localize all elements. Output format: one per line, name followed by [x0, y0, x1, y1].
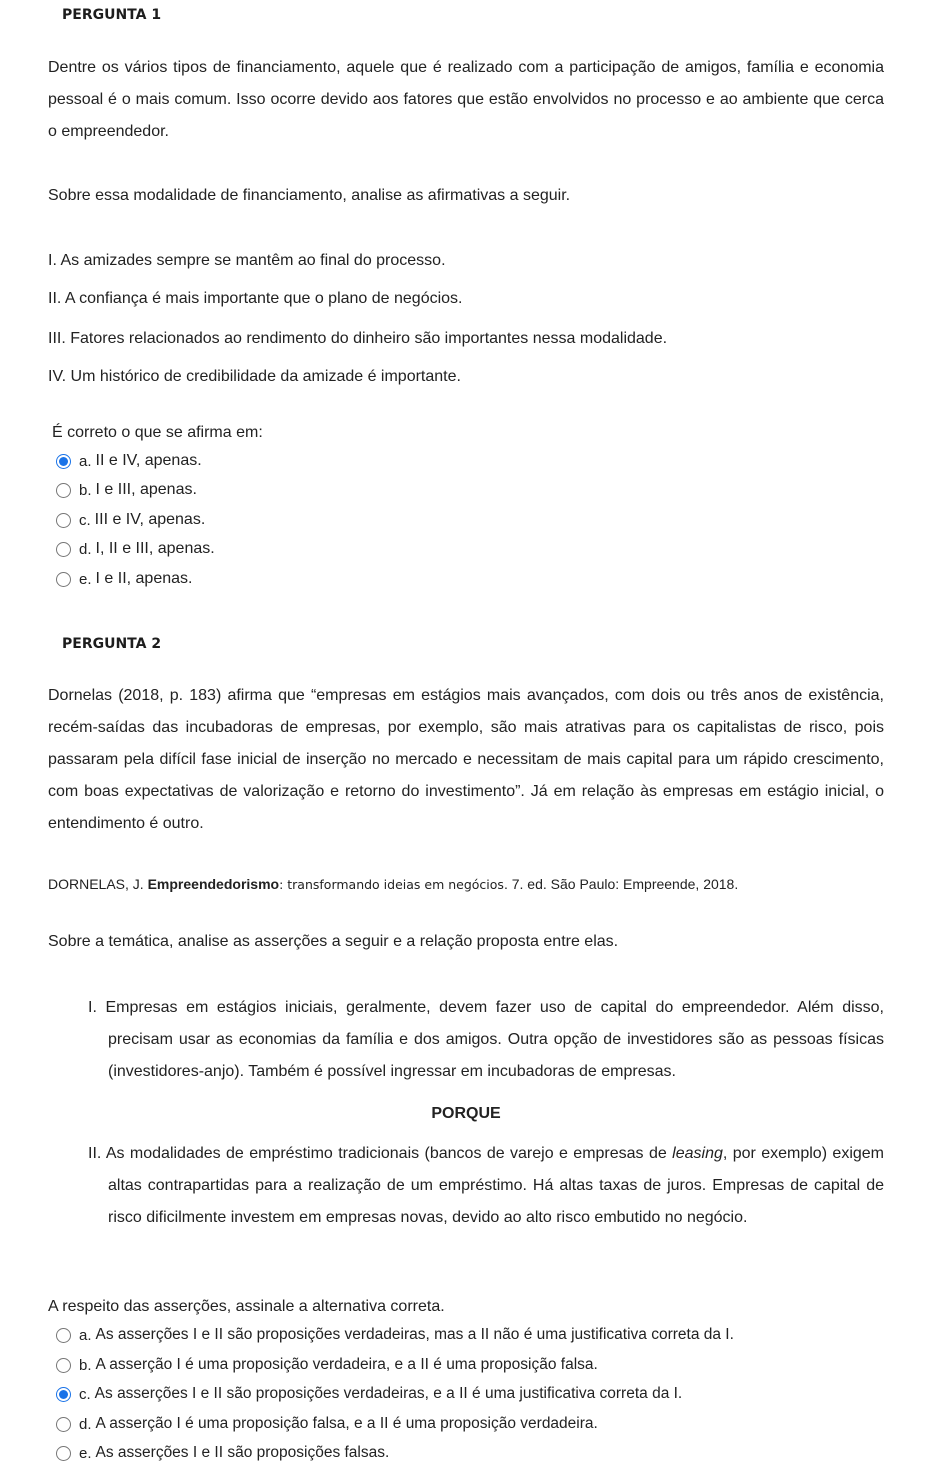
option-text: A asserção I é uma proposição falsa, e a II é uma proposição verdadeira.	[95, 1415, 598, 1432]
question-1-option-c[interactable]	[56, 511, 205, 529]
option-text: II e IV, apenas.	[95, 452, 202, 469]
question-1-statement-4: IV. Um histórico de credibilidade da amizade é importante.	[48, 368, 461, 385]
question-1-option-d[interactable]	[56, 540, 215, 558]
question-2-option-e-radio[interactable]	[56, 1446, 71, 1461]
assertion-2-text-before: II. As modalidades de empréstimo tradicionais (bancos de varejo e empresas de	[88, 1145, 673, 1162]
option-letter: e.	[79, 570, 92, 588]
option-letter: b.	[79, 481, 92, 499]
question-2-option-a[interactable]	[56, 1326, 734, 1344]
assertion-2-text-after: , por exemplo) exigem altas contrapartidas para a realização de um empréstimo. Há altas taxas de juros. Empresas de capital de risco dificilmente investem em empresas novas, devido ao alto risco embutido no negócio.	[108, 1145, 884, 1226]
question-1-title: PERGUNTA 1	[62, 7, 162, 23]
question-2-reference	[48, 876, 738, 892]
question-1-option-e-radio[interactable]	[56, 572, 71, 587]
question-1-option-b[interactable]	[56, 481, 197, 499]
option-letter: a.	[79, 1326, 92, 1344]
question-1-statement-3: III. Fatores relacionados ao rendimento do dinheiro são importantes nessa modalidade.	[48, 330, 668, 347]
option-letter: e.	[79, 1444, 92, 1462]
question-2-assertion-1: I. Empresas em estágios iniciais, geralmente, devem fazer uso de capital do empreendedor. Além disso, precisam usar as economias da família e dos amigos. Outra opção de investidores são as pessoas físicas (investidores-anjo). Também é possível ingressar em incubadoras de empresas.	[88, 999, 884, 1080]
option-letter: d.	[79, 540, 92, 558]
question-2-connector: PORQUE	[431, 1105, 501, 1122]
option-text: I, II e III, apenas.	[95, 540, 215, 557]
option-letter: d.	[79, 1415, 92, 1433]
question-1-option-e[interactable]	[56, 570, 192, 588]
question-2-assertion-2	[88, 1138, 884, 1234]
reference-subtitle: : transformando ideias em negócios	[279, 877, 504, 892]
option-text: As asserções I e II são proposições verdadeiras, mas a II não é uma justificativa correta da I.	[95, 1326, 734, 1343]
question-2-option-b[interactable]	[56, 1356, 598, 1374]
question-2-question: A respeito das asserções, assinale a alternativa correta.	[48, 1298, 445, 1315]
question-2-option-c-radio[interactable]	[56, 1387, 71, 1402]
option-text: I e III, apenas.	[95, 481, 197, 498]
question-2-option-e[interactable]	[56, 1444, 389, 1462]
question-1-intro: Dentre os vários tipos de financiamento, aquele que é realizado com a participação de amigos, família e economia pessoal é o mais comum. Isso ocorre devido aos fatores que estão envolvidos no processo e ao ambiente que cerca o empreendedor.	[48, 59, 884, 140]
question-2-prompt: Sobre a temática, analise as asserções a seguir e a relação proposta entre elas.	[48, 933, 619, 950]
option-text: As asserções I e II são proposições verdadeiras, e a II é uma justificativa correta da I.	[94, 1385, 683, 1402]
option-text: I e II, apenas.	[95, 570, 193, 587]
question-1-prompt: Sobre essa modalidade de financiamento, analise as afirmativas a seguir.	[48, 187, 571, 204]
question-2-intro: Dornelas (2018, p. 183) afirma que “empresas em estágios mais avançados, com dois ou três anos de existência, recém-saídas das incubadoras de empresas, por exemplo, são mais atrativas para os capitalistas de risco, pois passaram pela difícil fase inicial de inserção no mercado e necessitam de mais capital para um rápido crescimento, com boas expectativas de valorização e retorno do investimento”. Já em relação às empresas em estágio inicial, o entendimento é outro.	[48, 687, 884, 832]
reference-rest: . 7. ed. São Paulo: Empreende, 2018.	[503, 876, 739, 892]
question-1-statement-2: II. A confiança é mais importante que o plano de negócios.	[48, 290, 463, 307]
option-text: As asserções I e II são proposições falsas.	[95, 1444, 390, 1461]
option-letter: c.	[79, 1385, 91, 1403]
question-2-option-b-radio[interactable]	[56, 1358, 71, 1373]
question-1-option-d-radio[interactable]	[56, 542, 71, 557]
question-1-statement-1: I. As amizades sempre se mantêm ao final do processo.	[48, 252, 446, 269]
option-letter: a.	[79, 452, 92, 470]
question-1-option-a-radio[interactable]	[56, 454, 71, 469]
question-1-option-b-radio[interactable]	[56, 483, 71, 498]
reference-title: Empreendedorismo	[147, 876, 280, 892]
question-2-option-a-radio[interactable]	[56, 1328, 71, 1343]
option-letter: c.	[79, 511, 91, 529]
question-2-option-c[interactable]	[56, 1385, 682, 1403]
question-2-option-d[interactable]	[56, 1415, 598, 1433]
question-1-option-a[interactable]	[56, 452, 202, 470]
reference-author: DORNELAS, J.	[48, 876, 148, 892]
question-1-question: É correto o que se afirma em:	[52, 424, 263, 441]
question-2-title: PERGUNTA 2	[62, 636, 162, 652]
question-1-option-c-radio[interactable]	[56, 513, 71, 528]
question-2-option-d-radio[interactable]	[56, 1417, 71, 1432]
assertion-2-italic: leasing	[672, 1145, 723, 1162]
option-text: III e IV, apenas.	[94, 511, 206, 528]
option-letter: b.	[79, 1356, 92, 1374]
option-text: A asserção I é uma proposição verdadeira, e a II é uma proposição falsa.	[95, 1356, 598, 1373]
